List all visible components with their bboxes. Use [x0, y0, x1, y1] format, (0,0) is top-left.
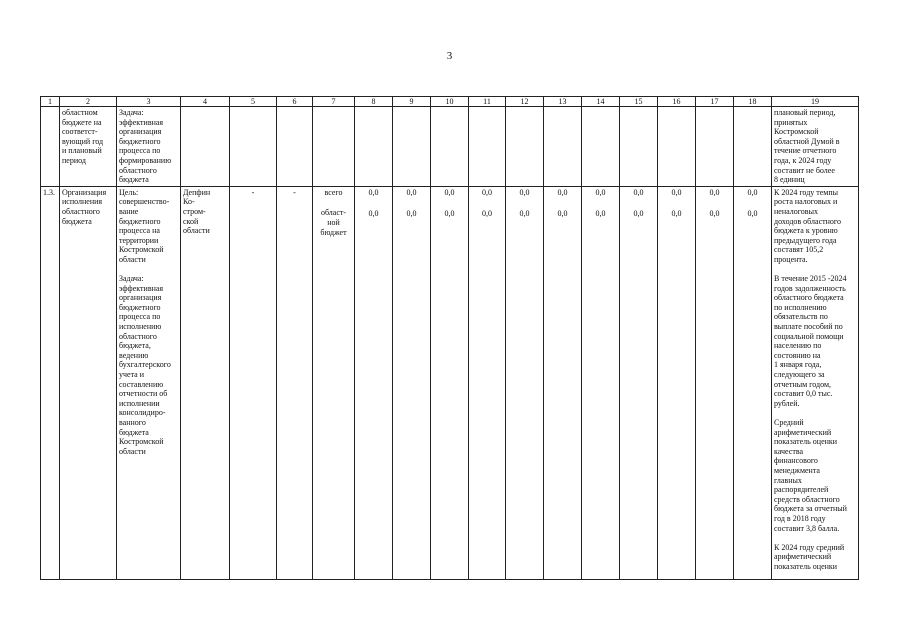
header-cell-15: 15 — [620, 97, 658, 107]
cell-continuation-8 — [355, 107, 393, 187]
cell-continuation-17 — [696, 107, 734, 187]
value-total: 0,0 — [709, 187, 720, 197]
value-regional: 0,0 — [519, 209, 530, 219]
value-cell-12 — [506, 186, 544, 579]
header-row — [41, 97, 859, 107]
header-cell-13: 13 — [544, 97, 582, 107]
value-total: 0,0 — [747, 187, 758, 197]
indicator-paragraph: К 2024 году темпы роста налоговых и неналоговых доходов областного бюджета к уровню предыдущего года составят 105,2 процента. — [774, 187, 842, 264]
header-cell-2: 2 — [60, 97, 117, 107]
header-cell-16: 16 — [658, 97, 696, 107]
measure-name: Организация исполнения областного бюджета — [60, 186, 117, 579]
funding-source — [313, 186, 355, 579]
header-cell-4: 4 — [181, 97, 230, 107]
value-total: 0,0 — [633, 187, 644, 197]
value-cell-11 — [469, 186, 506, 579]
cell-continuation-3: Задача: эффективная организация бюджетного процесса по формированию областного бюджета — [117, 107, 181, 187]
header-cell-9: 9 — [393, 97, 431, 107]
value-cell-10 — [431, 186, 469, 579]
row-number: 1.3. — [41, 186, 60, 579]
value-cell-16 — [658, 186, 696, 579]
cell-continuation-2: областном бюджете на соответст- вующий год и плановый период — [60, 107, 117, 187]
page-number: 3 — [446, 50, 453, 62]
cell-continuation-4 — [181, 107, 230, 187]
header-cell-14: 14 — [582, 97, 620, 107]
value-total: 0,0 — [595, 187, 606, 197]
value-regional: 0,0 — [671, 209, 682, 219]
task-text: Задача: эффективная организация бюджетного процесса по исполнению областного бюджета, ведению бухгалтерского учета и составлению отчетности об исполнении консолидиро- ванного бюджета Костромской области — [119, 274, 171, 456]
indicators — [772, 186, 859, 579]
cell-continuation-9 — [393, 107, 431, 187]
table-row-continuation — [41, 107, 859, 187]
cell-col6: - — [277, 186, 313, 579]
value-regional: 0,0 — [633, 209, 644, 219]
executor: Депфин Ко- стром- ской области — [181, 186, 230, 579]
value-cell-9 — [393, 186, 431, 579]
table-row-1-3 — [41, 186, 859, 579]
value-total: 0,0 — [519, 187, 530, 197]
header-cell-12: 12 — [506, 97, 544, 107]
indicator-paragraph: Средний арифметический показатель оценки качества финансового менеджмента главных распорядителей средств областного бюджета за отчетный год в 2018 году составит 3,8 балла. — [774, 418, 847, 533]
value-total: 0,0 — [671, 187, 682, 197]
value-regional: 0,0 — [557, 209, 568, 219]
value-cell-8 — [355, 186, 393, 579]
value-regional: 0,0 — [595, 209, 606, 219]
program-table — [40, 96, 859, 580]
indicator-paragraph: К 2024 году средний арифметический показатель оценки — [774, 542, 845, 571]
value-cell-14 — [582, 186, 620, 579]
header-cell-3: 3 — [117, 97, 181, 107]
cell-continuation-10 — [431, 107, 469, 187]
value-total: 0,0 — [482, 187, 492, 197]
cell-continuation-13 — [544, 107, 582, 187]
header-cell-10: 10 — [431, 97, 469, 107]
value-cell-17 — [696, 186, 734, 579]
header-cell-1: 1 — [41, 97, 60, 107]
cell-continuation-16 — [658, 107, 696, 187]
cell-continuation-15 — [620, 107, 658, 187]
header-cell-5: 5 — [230, 97, 277, 107]
value-total: 0,0 — [368, 187, 379, 197]
cell-continuation-1 — [41, 107, 60, 187]
header-cell-17: 17 — [696, 97, 734, 107]
value-regional: 0,0 — [709, 209, 720, 219]
header-cell-18: 18 — [734, 97, 772, 107]
value-total: 0,0 — [406, 187, 417, 197]
cell-col5: - — [230, 186, 277, 579]
value-regional: 0,0 — [444, 209, 455, 219]
indicator-paragraph: В течение 2015 -2024 годов задолженность областного бюджета по исполнению обязательств по выплате пособий по социальной помощи населению по состоянию на 1 января года, следующего за отчетным годом, составит 0,0 тыс. рублей. — [774, 274, 847, 408]
cell-continuation-12 — [506, 107, 544, 187]
value-total: 0,0 — [557, 187, 568, 197]
value-regional: 0,0 — [406, 209, 417, 219]
value-regional: 0,0 — [747, 209, 758, 219]
header-cell-8: 8 — [355, 97, 393, 107]
cell-continuation-11 — [469, 107, 506, 187]
value-cell-13 — [544, 186, 582, 579]
header-cell-6: 6 — [277, 97, 313, 107]
value-regional: 0,0 — [482, 209, 492, 219]
cell-continuation-18 — [734, 107, 772, 187]
header-cell-19: 19 — [772, 97, 859, 107]
source-regional: област- ной бюджет — [320, 208, 347, 237]
cell-continuation-5 — [230, 107, 277, 187]
header-cell-11: 11 — [469, 97, 506, 107]
cell-continuation-19: плановый период, принятых Костромской областной Думой в течение отчетного года, к 2024 году составит не более 8 единиц — [772, 107, 859, 187]
cell-continuation-14 — [582, 107, 620, 187]
goal-text: Цель: совершенство- вание бюджетного процесса на территории Костромской области — [119, 187, 170, 264]
cell-continuation-6 — [277, 107, 313, 187]
value-total: 0,0 — [444, 187, 455, 197]
value-cell-18 — [734, 186, 772, 579]
source-total: всего — [324, 187, 343, 197]
value-regional: 0,0 — [368, 209, 379, 219]
goal-and-task — [117, 186, 181, 579]
value-cell-15 — [620, 186, 658, 579]
cell-continuation-7 — [313, 107, 355, 187]
header-cell-7: 7 — [313, 97, 355, 107]
